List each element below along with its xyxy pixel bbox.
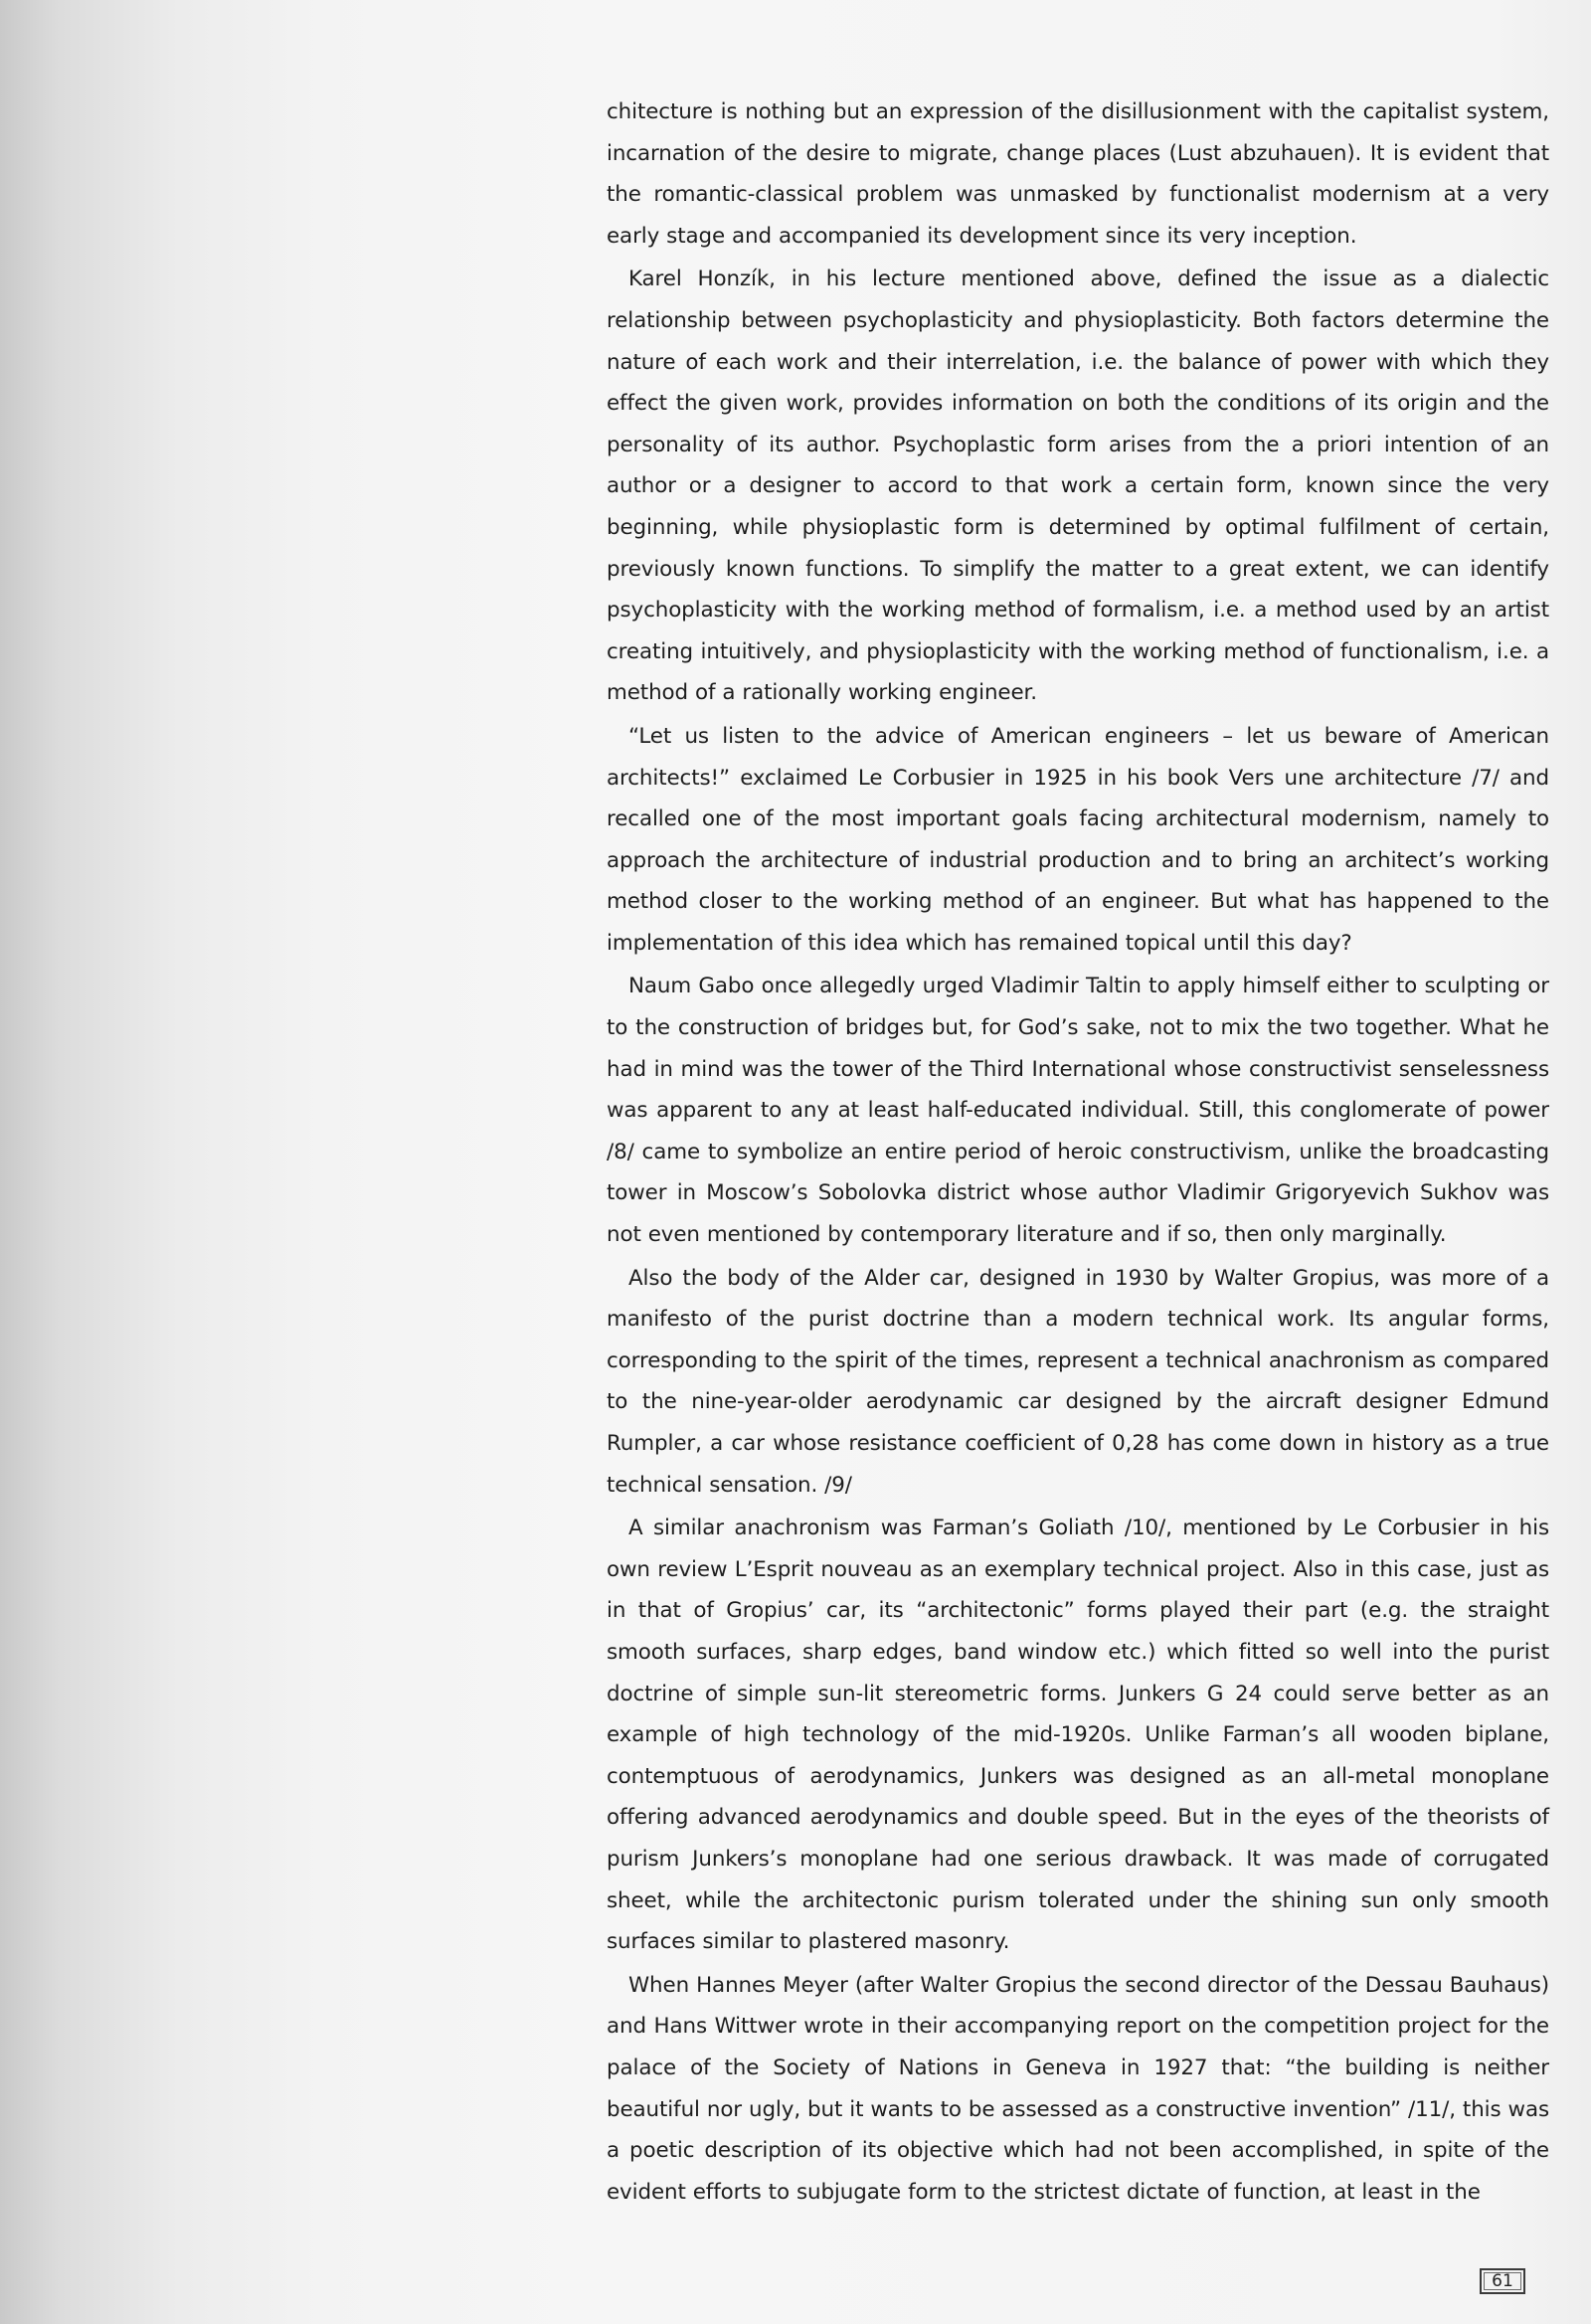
paragraph-alder-car: Also the body of the Alder car, designed in 1930 by Walter Gropius, was more of a manifesto of the purist doctrine than a modern technical work. Its angular forms, corresponding to the spirit of the times, represent a technical anachronism as compared to the nine-year-older aerodynamic car designed by the aircraft designer Edmund Rumpler, a car whose resistance coefficient of 0,28 has come down in history as a true technical sensation. /9/ (607, 1265, 1549, 1498)
paragraph-american-engineers: “Let us listen to the advice of American engineers – let us beware of American architects!” exclaimed Le Corbusier in 1925 in his book Vers une architecture /7/ and recalled one of the most important goals facing architectural modernism, namely to approach the architecture of industrial production and to bring an architect’s working method closer to the working method of an engineer. But what has happened to the implementation of this idea which has remained topical until this day? (607, 723, 1549, 956)
page-number: 61 (1480, 2268, 1525, 2294)
paragraph-farman-goliath: A similar anachronism was Farman’s Goliath /10/, mentioned by Le Corbusier in his own review L’Esprit nouveau as an exemplary technical project. Also in this case, just as in that of Gropius’ car, its “architectonic” forms played their part (e.g. the straight smooth surfaces, sharp edges, band window etc.) which fitted so well into the purist doctrine of simple sun-lit stereometric forms. Junkers G 24 could serve better as an example of high technology of the mid-1920s. Unlike Farman’s all wooden biplane, contemptuous of aerodynamics, Junkers was designed as an all-metal monoplane offering advanced aerodynamics and double speed. But in the eyes of the theorists of purism Junkers’s monoplane had one serious drawback. It was made of corrugated sheet, while the architectonic purism tolerated under the shining sun only smooth surfaces similar to plastered masonry. (607, 1516, 1549, 1955)
paragraph-naum-gabo: Naum Gabo once allegedly urged Vladimir Taltin to apply himself either to sculpting or to the construction of bridges but, for God’s sake, not to mix the two together. What he had in mind was the tower of the Third International whose constructivist senselessness was apparent to any at least half-educated individual. Still, this conglomerate of power /8/ came to symbolize an entire period of heroic constructivism, unlike the broadcasting tower in Moscow’s Sobolovka district whose author Vladimir Grigoryevich Sukhov was not even mentioned by contemporary literature and if so, then only marginally. (607, 974, 1549, 1248)
paragraph-honzik: Karel Honzík, in his lecture mentioned above, defined the issue as a dialectic relationship between psychoplasticity and physioplasticity. Both factors determine the nature of each work and their interrelation, i.e. the balance of power with which they effect the given work, provides information on both the conditions of its origin and the personality of its author. Psychoplastic form arises from the a priori intention of an author or a designer to accord to that work a certain form, known since the very beginning, while physioplastic form is determined by optimal fulfilment of certain, previously known functions. To simplify the matter to a great extent, we can identify psychoplasticity with the working method of formalism, i.e. a method used by an artist creating intuitively, and physioplasticity with the working method of functionalism, i.e. a method of a rationally working engineer. (607, 267, 1549, 706)
paragraph-continuation: chitecture is nothing but an expression of the disillusionment with the capitalist system, incarnation of the desire to migrate, change places (Lust abzuhauen). It is evident that the romantic-classical problem was unmasked by functionalist modernism at a very early stage and accompanied its development since its very inception. (607, 99, 1549, 249)
body-text-column (607, 91, 1549, 2213)
paragraph-hannes-meyer: When Hannes Meyer (after Walter Gropius the second director of the Dessau Bauhaus) and Hans Wittwer wrote in their accompanying report on the competition project for the palace of the Society of Nations in Geneva in 1927 that: “the building is neither beautiful nor ugly, but it wants to be assessed as a constructive invention” /11/, this was a poetic description of its objective which had not been accomplished, in spite of the evident efforts to subjugate form to the strictest dictate of function, at least in the (607, 1972, 1550, 2205)
